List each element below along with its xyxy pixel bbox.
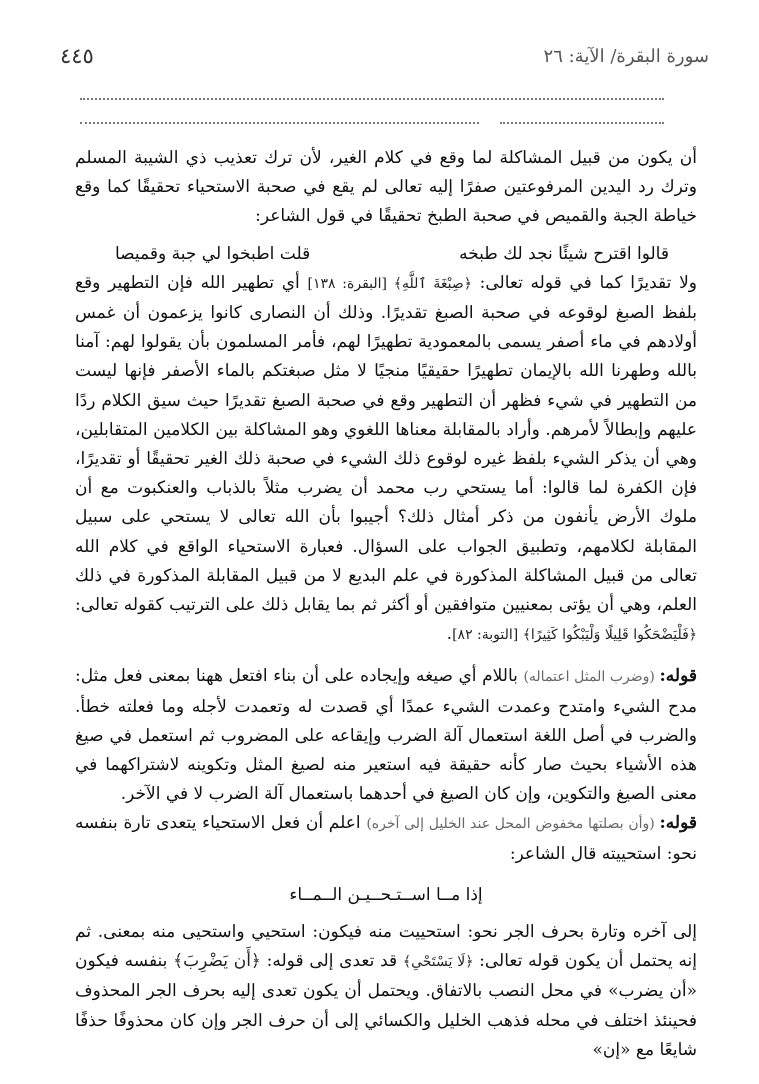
paragraph-text: قد تعدى إلى قوله:	[260, 951, 403, 972]
paragraph-text: .	[446, 624, 453, 645]
paragraph-text: أي تطهير الله فإن التطهير وقع بلفظ الصبغ لوقوعه في صحبة الصبغ تقديرًا. وذلك أن النصارى كانوا يزعمون أن غمس أولادهم في ماء أصفر يسمى بالمعمودية تطهيرًا لهم، فأمر المسلمون بأن يقولوا لهم: آمنا بالله وطهرنا الله بالإيمان تطهيرًا حقيقيًا منجيًا لا مثل صبغتكم بالماء الأصفر فإنها ليست من التطهير في شيء فظهر أن التطهير وقع في صحبة الصبغ تقديرًا حيث سيق الكلام ردًا عليهم وإبطالاً لأمرهم. وأراد بالمقابلة معناها اللغوي وهو المشاكلة بين الكلامين المتقابلين، وهي أن يذكر الشيء بلفظ غيره لوقوع ذلك الشيء في صحبة ذلك الغير تحقيقًا أو تقديرًا، فإن الكفرة لما قالوا: أما يستحي رب محمد أن يضرب مثلاً بالذباب والعنكبوت مع أن ملوك الأرض يأنفون من ذكر أمثال ذلك؟ أجيبوا بأن الله تعالى لا يستحي على سبيل المقابلة لكلامهم، وتطبيق الجواب على السؤال. فعبارة الاستحياء الواقع في كلام الله تعالى من قبيل المشاكلة المذكورة في علم البديع لا من قبيل المقابلة المذكورة في ذلك العلم، وهي أن يؤتى بمعنيين متوافقين أو أكثر ثم بما يقابل ذلك على الترتيب كقوله تعالى:	[75, 272, 697, 616]
paragraph	[75, 918, 697, 1065]
paragraph: أن يكون من قبيل المشاكلة لما وقع في كلام الغير، لأن ترك تعذيب ذي الشيبة المسلم وترك رد اليدين المرفوعتين صفرًا إليه تعالى لم يقع في صحبة الاستحياء تحقيقًا كما وقع خياطة الجبة والقميص في صحبة الطبخ تحقيقًا في قول الشاعر:	[75, 148, 697, 227]
lemma-quote: (وأن بصلتها مخفوض المحل عند الخليل إلى آخره)	[366, 816, 660, 833]
verse-hemistich-left: قلت اطبخوا لي جبة وقميصا	[115, 243, 311, 264]
page-header	[60, 38, 709, 78]
paragraph-text: بنفسه فيكون «أن يضرب» في محل النصب بالاتفاق. ويحتمل أن يكون تعدى إليه بحرف الجر المحذوف فحينئذ اختلف في محله فذهب الخليل والكسائي إلى أن حرف الجر وإن كان محذوفًا حذفًا شايعًا مع «إن»	[75, 951, 697, 1060]
quran-quote: ﴿فَلْيَضْحَكُوا قَلِيلًا وَلْيَبْكُوا كَثِيرًا﴾ [التوبة: ٨٢]	[452, 627, 697, 644]
lemma-quote: (وضرب المثل اعتماله)	[523, 669, 660, 686]
section-divider-left	[80, 122, 479, 128]
poem-verse: إذا مــا اســتـحــيـن الــمــاء	[289, 884, 483, 905]
paragraph-text: اعلم أن فعل الاستحياء يتعدى تارة بنفسه نحو: استحييته قال الشاعر:	[75, 813, 697, 864]
paragraph	[75, 662, 697, 809]
quran-quote: ﴿لَا يَسْتَحْىِ﴾	[402, 954, 474, 971]
paragraph	[75, 809, 697, 868]
paragraph-text: إلى آخره وتارة بحرف الجر نحو: استحييت منه فيكون: استحيي واستحيى منه بمعنى. ثم إنه يحتمل أن يكون قوله تعالى:	[75, 922, 698, 972]
running-title: سورة البقرة/ الآية: ٢٦	[543, 46, 709, 67]
commentary-label: قوله:	[659, 666, 697, 687]
verse-hemistich-right: قالوا اقترح شيئًا نجد لك طبخه	[459, 243, 669, 264]
commentary-label: قوله:	[659, 813, 697, 834]
paragraph	[75, 269, 697, 651]
paragraph-text: باللام أي صيغه وإيجاده على أن بناء افتعل ههنا بمعنى فعل مثل: مدح الشيء وامتدح وعمدت الشيء عمدًا أي قصدت له وتعمدت لأجله وما فعلته خطأ. والضرب في أصل اللغة استعمال آلة الضرب وإيقاعه على المضروب ثم استعمل في صيغ هذه الأشياء بحيث صار كأنه حقيقة فيه استعير منه لصيغ المثل وتكوينه لاشتراكهما في معنى الصيغ والتكوين، وإن كان الصيغ في أحدهما باستعمال آلة الضرب لا في الآخر.	[75, 666, 697, 805]
section-divider-right	[500, 122, 664, 128]
quran-quote: ﴿أَن يَضْرِبَ﴾	[173, 951, 261, 972]
body-text	[75, 144, 697, 1065]
paragraph-text: ولا تقديرًا كما في قوله تعالى:	[471, 272, 697, 293]
poem-verse	[75, 236, 697, 269]
page-number: ٤٤٥	[60, 44, 94, 68]
quran-quote: ﴿صِبْغَةَ ٱللَّهِ﴾ [البقرة: ١٣٨]	[307, 275, 472, 292]
header-divider	[80, 98, 664, 104]
